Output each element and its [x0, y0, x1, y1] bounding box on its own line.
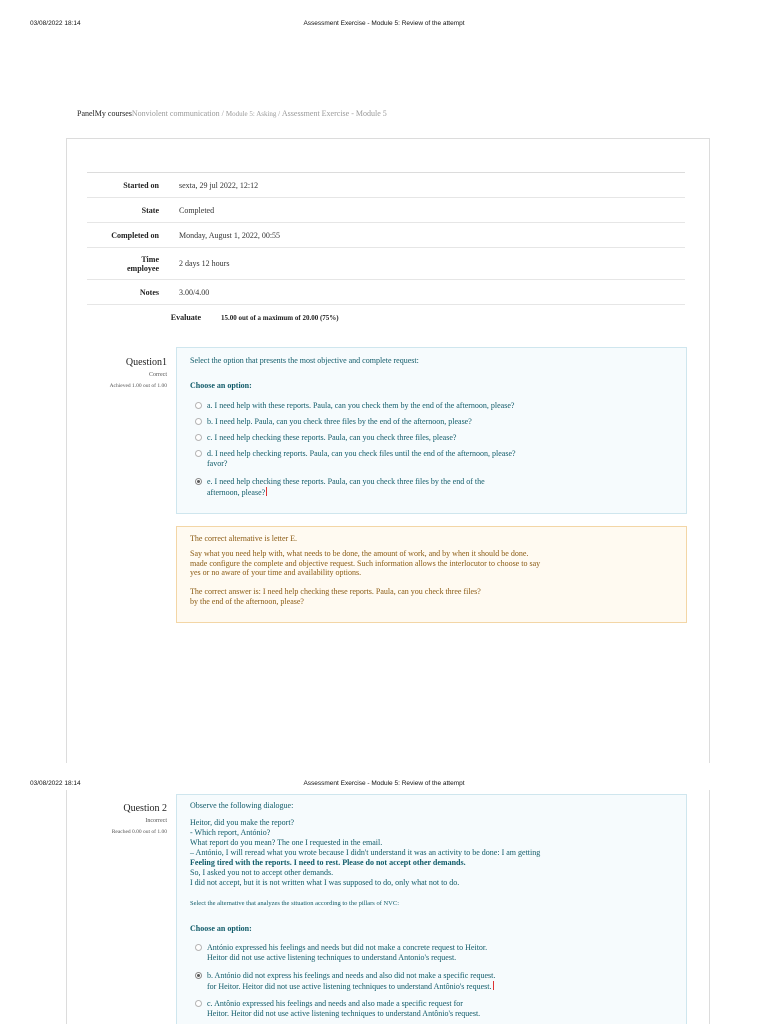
radio-button[interactable] [195, 434, 202, 441]
option-text-cont: Heitor. Heitor did not use active listening techniques to understand Antônio's request. [207, 1008, 481, 1018]
summary-value: 2 days 12 hours [179, 259, 230, 268]
choose-option-label: Choose an option: [190, 924, 252, 933]
summary-row-notes [87, 280, 685, 305]
summary-value: sexta, 29 jul 2022, 12:12 [179, 180, 259, 190]
answer-option[interactable] [187, 401, 677, 411]
summary-row-completed [87, 223, 685, 248]
dialogue-line: So, I asked you not to accept other demands. [190, 868, 334, 877]
question-text: Select the option that presents the most objective and complete request: [190, 356, 419, 365]
option-text: c. Antônio expressed his feelings and needs and also made a specific request for [207, 999, 463, 1008]
option-text: b. António did not express his feelings and needs and also did not make a specific request. [207, 971, 496, 980]
breadcrumb-course[interactable]: Nonviolent communication / [131, 109, 226, 118]
feedback-line: yes or no aware of your time and availability options. [190, 568, 362, 577]
option-text: c. I need help checking these reports. Paula, can you check three files, please? [207, 433, 457, 442]
breadcrumb-panel[interactable]: Panel [77, 109, 95, 118]
page-header [0, 20, 768, 34]
radio-button[interactable] [195, 944, 202, 951]
question-state: Incorrect [145, 818, 167, 824]
question-intro: Observe the following dialogue: [190, 801, 294, 810]
attempt-review-panel [66, 138, 710, 763]
option-text-cont: afternoon, please? [207, 487, 266, 497]
summary-value: 15.00 out of a maximum of 20.00 (75%) [221, 313, 339, 322]
question-grade: Achieved 1.00 out of 1.00 [109, 383, 167, 389]
print-title: Assessment Exercise - Module 5: Review of the attempt [303, 780, 465, 787]
breadcrumb-module[interactable]: Module 5: Asking / [225, 110, 282, 118]
feedback-line: by the end of the afternoon, please? [190, 596, 304, 606]
question-instruction: Select the alternative that analyzes the situation according to the pillars of NVC: [190, 900, 400, 907]
feedback-line: The correct answer is: I need help checking these reports. Paula, can you check three files? [190, 587, 481, 596]
radio-button[interactable] [195, 418, 202, 425]
summary-label: Notes [139, 287, 159, 297]
attempt-summary-table [87, 172, 685, 330]
summary-label: State [141, 205, 159, 215]
summary-label: Time employee [127, 254, 159, 273]
option-text: António expressed his feelings and needs but did not make a concrete request to Heitor. [207, 943, 488, 952]
breadcrumb-exercise[interactable]: Assessment Exercise - Module 5 [281, 109, 387, 118]
summary-label: Started on [123, 180, 159, 190]
summary-row-state [87, 198, 685, 223]
option-text: d. I need help checking reports. Paula, can you check files until the end of the afternoon, please? [207, 449, 516, 458]
question-info [87, 803, 167, 835]
feedback-line: made configure the complete and objective request. Such information allows the interlocutor to choose to say [190, 558, 541, 568]
question-number: Question1 [125, 357, 167, 368]
summary-value: Completed [179, 205, 215, 215]
dialogue-line: – António, I will reread what you wrote because I didn't understand it was an activity to be done: I am getting [190, 848, 541, 857]
dialogue-line: Heitor, did you make the report? [190, 818, 295, 827]
option-text: e. I need help checking these reports. Paula, can you check three files by the end of the [207, 477, 485, 486]
radio-button-checked[interactable] [195, 478, 202, 485]
answer-option[interactable] [187, 999, 682, 1018]
summary-row-started [87, 173, 685, 198]
question-grade: Reached 0.00 out of 1.00 [111, 829, 167, 835]
answer-option-selected[interactable] [187, 971, 682, 991]
radio-button[interactable] [195, 1000, 202, 1007]
summary-label: Evaluate [170, 313, 201, 322]
option-text-cont: Heitor did not use active listening techniques to understand Antonio's request. [207, 952, 457, 962]
answer-option[interactable] [187, 449, 677, 468]
dialogue-line: What report do you mean? The one I requested in the email. [190, 838, 383, 847]
breadcrumb-my-courses[interactable]: My courses [94, 109, 132, 118]
feedback-line: Say what you need help with, what needs to be done, the amount of work, and by when it should be done. [190, 549, 529, 558]
text-cursor [493, 981, 494, 990]
correct-answer [190, 587, 680, 606]
summary-row-time [87, 248, 685, 280]
summary-label: Completed on [111, 230, 159, 240]
dialogue [190, 818, 685, 888]
radio-button-checked[interactable] [195, 972, 202, 979]
radio-button[interactable] [195, 402, 202, 409]
question-box [176, 347, 687, 514]
feedback-explanation [190, 549, 680, 578]
question-number: Question 2 [123, 803, 167, 814]
answer-option[interactable] [187, 417, 677, 427]
summary-row-evaluate [87, 305, 685, 330]
feedback-title: The correct alternative is letter E. [190, 534, 298, 543]
answer-option-selected[interactable] [187, 477, 677, 497]
question-info [87, 357, 167, 389]
dialogue-line: - Which report, António? [190, 828, 271, 837]
dialogue-line: I did not accept, but it is not written what I was supposed to do, only what not to do. [190, 878, 460, 887]
summary-value: Monday, August 1, 2022, 00:55 [179, 230, 281, 240]
option-text-cont: favor? [207, 458, 228, 468]
attempt-review-panel [66, 790, 710, 1024]
question-state: Correct [149, 372, 167, 378]
question-box [176, 794, 687, 1024]
dialogue-line-bold: Feeling tired with the reports. I need to rest. Please do not accept other demands. [190, 858, 466, 867]
feedback-box [176, 526, 687, 623]
option-text-cont: for Heitor. Heitor did not use active listening techniques to understand Antônio's request. [207, 981, 492, 991]
option-text: a. I need help with these reports. Paula, can you check them by the end of the afternoon, please? [207, 401, 515, 410]
print-date: 03/08/2022 18:14 [30, 780, 81, 787]
answer-option[interactable] [187, 433, 677, 443]
text-cursor [266, 487, 267, 496]
answer-option[interactable] [187, 943, 682, 962]
choose-option-label: Choose an option: [190, 381, 252, 390]
radio-button[interactable] [195, 450, 202, 457]
option-text: b. I need help. Paula, can you check three files by the end of the afternoon, please? [207, 417, 472, 426]
breadcrumb [77, 109, 387, 118]
print-date: 03/08/2022 18:14 [30, 20, 81, 27]
summary-value: 3.00/4.00 [179, 287, 210, 297]
print-title: Assessment Exercise - Module 5: Review of the attempt [303, 20, 465, 27]
